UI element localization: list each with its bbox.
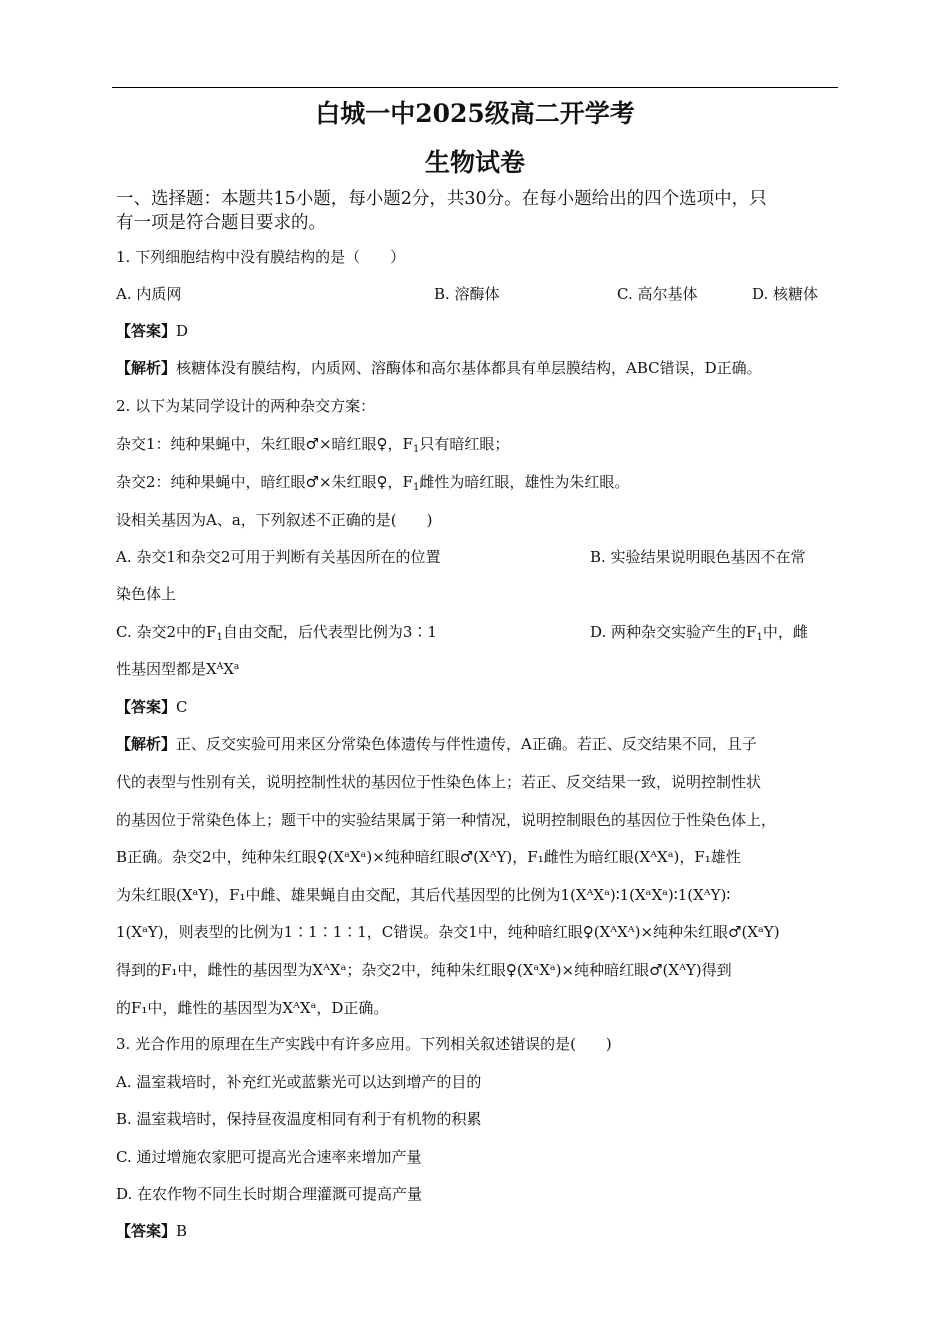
- q1-option-d: D. 核糖体: [752, 285, 819, 303]
- q2-analysis-line2: 代的表型与性别有关，说明控制性状的基因位于性染色体上；若正、反交结果一致，说明控制性状: [116, 773, 762, 791]
- answer-label: 【答案】: [116, 322, 177, 340]
- q2-cross1-text: 杂交1：纯种果蝇中，朱红眼♂×暗红眼♀，F: [116, 435, 413, 453]
- q1-option-a: A. 内质网: [116, 285, 182, 303]
- q2-stem: 2. 以下为某同学设计的两种杂交方案：: [116, 397, 376, 415]
- q2-option-d2-text2: X: [223, 660, 234, 678]
- q2-option-c-text: C. 杂交2中的F: [116, 623, 217, 641]
- answer-label: 【答案】: [116, 698, 177, 716]
- subject-title: 生物试卷: [424, 148, 525, 177]
- school-title: 白城一中2025级高二开学考: [315, 99, 635, 128]
- q2-option-d-continued: [116, 659, 239, 679]
- q2-analysis-line6: 1(XᵃY)，则表型的比例为1∶1∶1∶1，C错误。杂交1中，纯种暗红眼♀(XᴬXᴬ)×纯种朱红眼♂(XᵃY): [116, 923, 780, 941]
- q2-option-d2-text: 性基因型都是X: [116, 660, 217, 678]
- q2-option-d-text-end: 中，雌: [762, 623, 808, 641]
- q1-analysis: [116, 358, 762, 378]
- q2-option-c-sub: 1: [216, 632, 223, 643]
- q2-option-a: A. 杂交1和杂交2可用于判断有关基因所在的位置: [116, 548, 441, 566]
- q2-cross2-text-end: 雌性为暗红眼，雄性为朱红眼。: [419, 473, 630, 491]
- q2-analysis-line5: 为朱红眼(XᵃY)，F₁中雌、雄果蝇自由交配，其后代基因型的比例为1(XᴬXᵃ)∶1(XᵃXᵃ)∶1(XᴬY)∶: [116, 886, 731, 904]
- q1-option-b: B. 溶酶体: [434, 285, 500, 303]
- analysis-text: 核糖体没有膜结构，内质网、溶酶体和高尔基体都具有单层膜结构，ABC错误，D正确。: [176, 359, 762, 377]
- answer-value: B: [176, 1222, 188, 1240]
- answer-label: 【答案】: [116, 1222, 177, 1240]
- analysis-label: 【解析】: [116, 735, 177, 753]
- q2-cross1-sub: 1: [412, 444, 420, 455]
- q2-option-d-text: D. 两种杂交实验产生的F: [590, 623, 757, 641]
- q2-cross2: [116, 472, 629, 492]
- analysis-text: 正、反交实验可用来区分常染色体遗传与伴性遗传，A正确。若正、反交结果不同，且子: [176, 735, 757, 753]
- q2-option-b-continued: 染色体上: [116, 585, 177, 603]
- q3-stem: 3. 光合作用的原理在生产实践中有许多应用。下列相关叙述错误的是( ): [116, 1035, 612, 1053]
- q3-answer: [116, 1221, 187, 1241]
- q2-cross1-text-end: 只有暗红眼；: [419, 435, 510, 453]
- answer-value: D: [176, 322, 189, 340]
- section-instruction-line1: 一、选择题：本题共15小题，每小题2分，共30分。在每小题给出的四个选项中，只: [116, 189, 767, 209]
- q1-option-c: C. 高尔基体: [617, 285, 698, 303]
- q1-answer: [116, 321, 188, 341]
- q2-analysis-line4: B正确。杂交2中，纯种朱红眼♀(XᵃXᵃ)×纯种暗红眼♂(XᴬY)，F₁雌性为暗红眼(XᴬXᵃ)，F₁雄性: [116, 848, 741, 866]
- q3-option-c: C. 通过增施农家肥可提高光合速率来增加产量: [116, 1148, 422, 1166]
- q2-analysis-line8: 的F₁中，雌性的基因型为XᴬXᵃ，D正确。: [116, 999, 389, 1017]
- analysis-label: 【解析】: [116, 359, 177, 377]
- q2-cross2-text: 杂交2：纯种果蝇中，暗红眼♂×朱红眼♀，F: [116, 473, 413, 491]
- q2-option-d: [590, 622, 808, 642]
- q2-analysis-line7: 得到的F₁中，雌性的基因型为XᴬXᵃ；杂交2中，纯种朱红眼♀(XᵃXᵃ)×纯种暗红眼♂(XᴬY)得到: [116, 961, 732, 979]
- q2-answer: [116, 697, 188, 717]
- q2-option-d2-sup2: a: [233, 662, 240, 672]
- q2-option-c: [116, 622, 437, 642]
- header-rule: [112, 87, 838, 88]
- q1-stem: 1. 下列细胞结构中没有膜结构的是（ ）: [116, 248, 406, 266]
- q2-option-b: B. 实验结果说明眼色基因不在常: [590, 548, 806, 566]
- q2-option-d2-sup1: A: [216, 662, 224, 672]
- q3-option-b: B. 温室栽培时，保持昼夜温度相同有利于有机物的积累: [116, 1110, 482, 1128]
- q2-analysis-line3: 的基因位于常染色体上；题干中的实验结果属于第一种情况，说明控制眼色的基因位于性染色体上，: [116, 811, 777, 829]
- q2-cross1: [116, 434, 509, 454]
- q3-option-d: D. 在农作物不同生长时期合理灌溉可提高产量: [116, 1185, 423, 1203]
- q2-cross2-sub: 1: [412, 482, 420, 493]
- q2-option-c-text-end: 自由交配，后代表型比例为3∶1: [222, 623, 437, 641]
- section-instruction-line2: 有一项是符合题目要求的。: [116, 213, 326, 233]
- q3-option-a: A. 温室栽培时，补充红光或蓝紫光可以达到增产的目的: [116, 1073, 482, 1091]
- q2-option-d-sub: 1: [756, 632, 763, 643]
- answer-value: C: [176, 698, 188, 716]
- q2-analysis-line1: [116, 734, 757, 754]
- q2-assumption: 设相关基因为A、a，下列叙述不正确的是( ): [116, 511, 433, 529]
